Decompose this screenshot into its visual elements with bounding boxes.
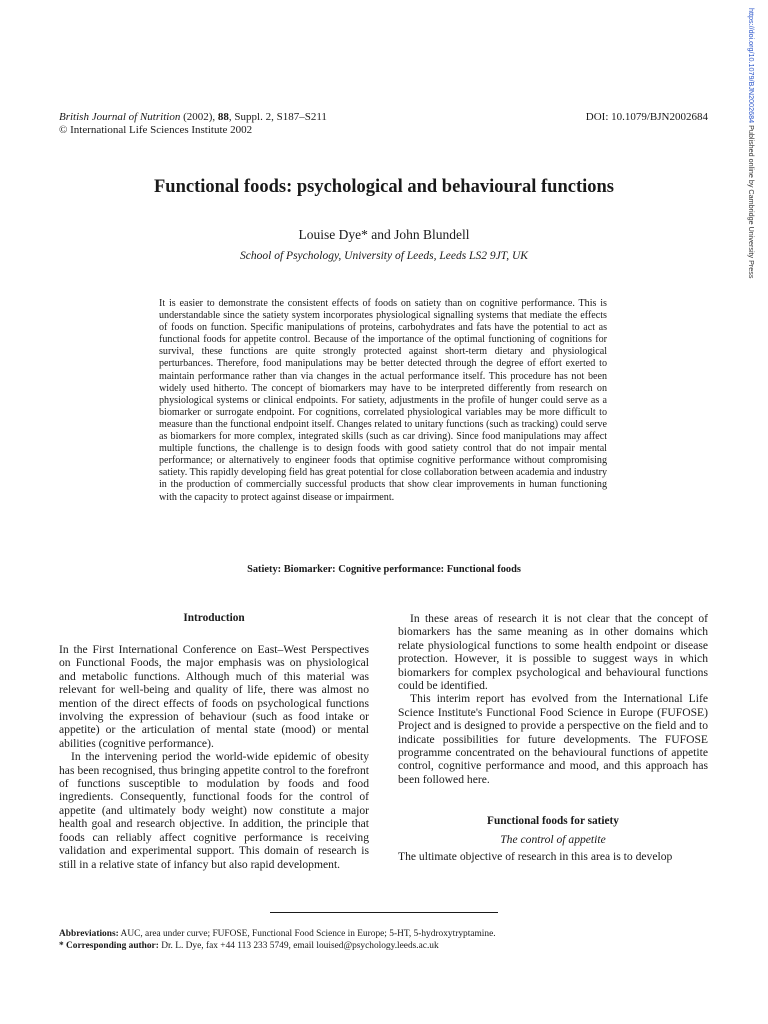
article-title: Functional foods: psychological and behavioural functions bbox=[153, 177, 614, 197]
right-column bbox=[398, 612, 708, 864]
corresponding-author-label: * Corresponding author: bbox=[59, 941, 159, 951]
copyright-line: © International Life Sciences Institute 2002 bbox=[59, 124, 253, 136]
corresponding-author-footnote bbox=[59, 941, 719, 952]
citation-pages: , Suppl. 2, S187–S211 bbox=[228, 111, 327, 123]
citation-year: (2002), bbox=[180, 111, 218, 123]
authors: Louise Dye* and John Blundell bbox=[298, 227, 470, 242]
intro-paragraph-1: In the First International Conference on East–West Perspectives on Functional Foods, the major emphasis was on physiological and metabolic functions. Although much of this material was relevant for well-being and quality of life, there was almost no mention of the direct effects of foods on psychological functions involving the expression of behaviour (such as food intake or appetite) or the articulation of mental state (mood) or mental abilities (cognitive performance). bbox=[59, 643, 369, 750]
doi-header: DOI: 10.1079/BJN2002684 bbox=[585, 111, 708, 123]
footnote-divider bbox=[270, 912, 498, 913]
abbreviations-footnote bbox=[59, 929, 719, 940]
right-paragraph-1: In these areas of research it is not clear that the concept of biomarkers has the same meaning as in other domains which relate physiological functions to some health endpoint or disease protection. However, it is possible to suggest ways in which biomarkers for complex psychological and behavioural functions could be identified. bbox=[398, 612, 708, 693]
affiliation: School of Psychology, University of Leeds, Leeds LS2 9JT, UK bbox=[240, 250, 528, 262]
abbreviations-label: Abbreviations: bbox=[59, 929, 119, 939]
doi-side-link[interactable]: https://doi.org/10.1079/BJN2002684 bbox=[747, 8, 756, 124]
volume-number: 88 bbox=[217, 111, 229, 123]
right-paragraph-3: The ultimate objective of research in this area is to develop bbox=[398, 850, 673, 864]
journal-name: British Journal of Nutrition bbox=[59, 111, 181, 123]
left-column bbox=[59, 612, 369, 871]
corresponding-author-text: Dr. L. Dye, fax +44 113 233 5749, email louised@psychology.leeds.ac.uk bbox=[158, 941, 439, 951]
abstract: It is easier to demonstrate the consistent effects of foods on satiety than on cognitive performance. This is understandable since the satiety system incorporates physiological signalling systems that mediate the effects of foods on function. Specific manipulations of proteins, carbohydrates and fats have the potential to act as functional foods for appetite control. Because of the importance of the optimal functioning of cognitions for survival, these functions are quite strongly protected against short-term dietary and physiological perturbances. Therefore, food manipulations may be better detected through the degree of effort exerted to maintain performance rather than via changes in the actual performance itself. This procedure has not been widely used hitherto. The concept of biomarkers may have to be interpreted differently from research on physiological systems or clinical endpoints. For satiety, adjustments in the profile of hunger could serve as a biomarker or surrogate endpoint. For cognitions, correlated physiological variables may be more difficult to measure than the functional endpoint itself. Changes related to unitary functions (such as tracking) could serve as biomarkers for more complex, integrated skills (such as car driving). Since food manipulations may affect multiple functions, the challenge is to design foods with good satiety control that do not impair mental performance; or alternatively to engineer foods that optimise cognitive performance without compromising satiety. This rapidly developing field has great potential for close collaboration between academia and industry in the production of commercially successful products that show clear improvements in human functioning with the capacity to protect against disease or impairment. bbox=[159, 298, 607, 503]
right-paragraph-2: This interim report has evolved from the International Life Science Institute's Functional Food Science in Europe (FUFOSE) Project and is designed to provide a perspective on the field and to indicate possibilities for future developments. The FUFOSE programme concentrated on the behavioural functions of appetite control, cognitive performance and mood, and this approach has been followed here. bbox=[398, 692, 708, 786]
published-online-note: Published online by Cambridge University Press bbox=[747, 123, 756, 279]
journal-citation bbox=[59, 111, 479, 124]
keywords: Satiety: Biomarker: Cognitive performance: Functional foods bbox=[247, 564, 521, 575]
appetite-subsection-heading: The control of appetite bbox=[500, 833, 606, 847]
abbreviations-text: AUC, area under curve; FUFOSE, Functional Food Science in Europe; 5-HT, 5-hydroxytryptamine. bbox=[118, 929, 496, 939]
intro-paragraph-2: In the intervening period the world-wide epidemic of obesity has been recognised, thus bringing appetite control to the forefront of functions susceptible to modulation by foods and food ingredients. Consequently, functional foods for the control of appetite (and ultimately body weight) now constitute a major health goal and research objective. In addition, the principle that foods can reliably affect cognitive performance is receiving validation and experimental support. This domain of research is still in a relative state of infancy but also rapid development. bbox=[59, 750, 369, 871]
satiety-section-heading: Functional foods for satiety bbox=[487, 815, 619, 828]
introduction-heading: Introduction bbox=[183, 612, 245, 624]
